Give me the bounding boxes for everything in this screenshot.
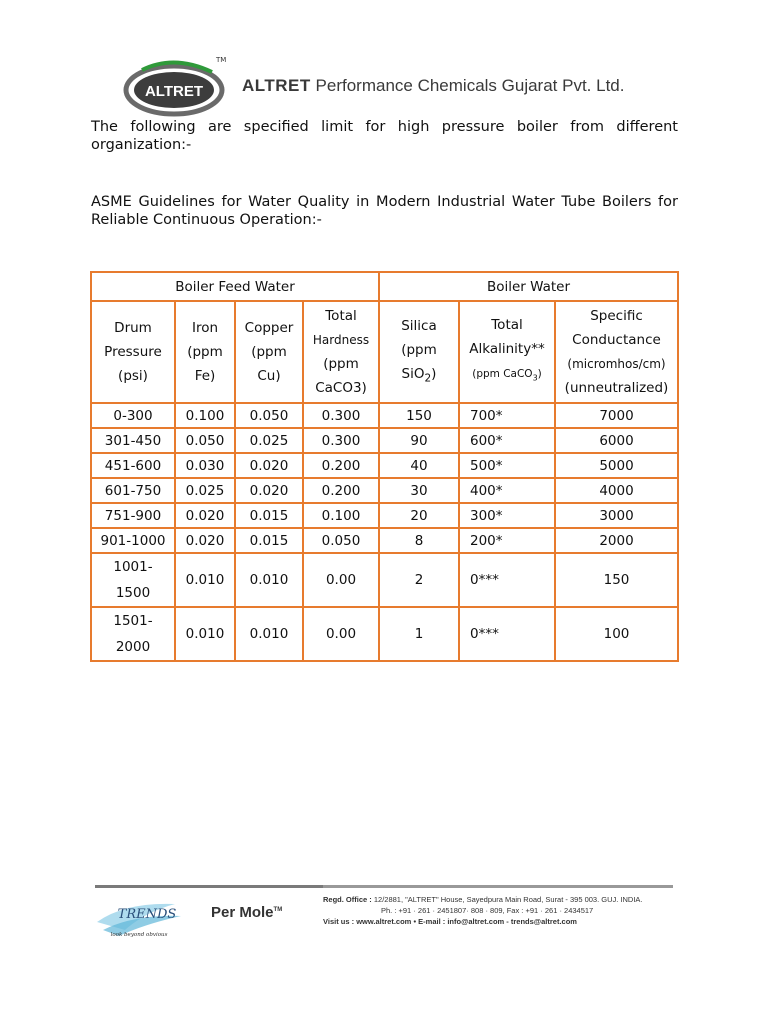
- cell-alkalinity: 300*: [459, 503, 555, 528]
- cell-conductance: 100: [555, 607, 678, 661]
- cell-silica: 30: [379, 478, 459, 503]
- cell-iron: 0.020: [175, 503, 235, 528]
- group-boiler-feed-water: Boiler Feed Water: [91, 272, 379, 301]
- footer: [95, 880, 675, 940]
- col-silica: Silica (ppm SiO$_2$): [379, 301, 459, 403]
- company-rest: Performance Chemicals Gujarat Pvt. Ltd.: [315, 76, 625, 95]
- cell-alkalinity: 200*: [459, 528, 555, 553]
- office-address: Regd. Office : 12/2881, "ALTRET" House, Sayedpura Main Road, Surat - 395 003. GUJ. INDIA. Ph. : +91 · 261 · 2451807· 808 · 809, Fax : +91 · 261 · 2434517 Visit us : www.altret.com • E-mail : info@altret.com - trends@altret.com: [323, 895, 643, 926]
- cell-pressure: 0-300: [91, 403, 175, 428]
- cell-pressure: 451-600: [91, 453, 175, 478]
- cell-conductance: 4000: [555, 478, 678, 503]
- cell-silica: 1: [379, 607, 459, 661]
- cell-hardness: 0.200: [303, 453, 379, 478]
- company-brand: ALTRET: [242, 76, 311, 95]
- cell-alkalinity: 500*: [459, 453, 555, 478]
- cell-copper: 0.010: [235, 553, 303, 607]
- water-quality-table: [90, 271, 679, 662]
- cell-alkalinity: 700*: [459, 403, 555, 428]
- cell-conductance: 5000: [555, 453, 678, 478]
- cell-conductance: 6000: [555, 428, 678, 453]
- cell-pressure: 1501- 2000: [91, 607, 175, 661]
- col-drum-pressure: Drum Pressure (psi): [91, 301, 175, 403]
- cell-hardness: 0.300: [303, 428, 379, 453]
- section-heading: ASME Guidelines for Water Quality in Modern Industrial Water Tube Boilers for Reliable Continuous Operation:-: [91, 194, 678, 228]
- group-boiler-water: Boiler Water: [379, 272, 678, 301]
- table-row: [91, 403, 678, 428]
- cell-silica: 40: [379, 453, 459, 478]
- trademark: TM: [216, 56, 227, 64]
- col-total-alkalinity: Total Alkalinity** (ppm CaCO$_3$): [459, 301, 555, 403]
- cell-hardness: 0.00: [303, 607, 379, 661]
- table-row: [91, 428, 678, 453]
- table-row: [91, 528, 678, 553]
- cell-copper: 0.015: [235, 528, 303, 553]
- cell-hardness: 0.050: [303, 528, 379, 553]
- cell-iron: 0.010: [175, 607, 235, 661]
- cell-silica: 8: [379, 528, 459, 553]
- cell-copper: 0.025: [235, 428, 303, 453]
- cell-hardness: 0.00: [303, 553, 379, 607]
- cell-iron: 0.025: [175, 478, 235, 503]
- cell-alkalinity: 0***: [459, 607, 555, 661]
- footer-divider-right: [323, 885, 673, 888]
- cell-alkalinity: 600*: [459, 428, 555, 453]
- cell-silica: 20: [379, 503, 459, 528]
- cell-silica: 2: [379, 553, 459, 607]
- cell-pressure: 301-450: [91, 428, 175, 453]
- intro-paragraph: The following are specified limit for high pressure boiler from different organization:-: [91, 119, 678, 153]
- trends-tagline: look beyond obvious: [110, 932, 168, 938]
- table-row: [91, 503, 678, 528]
- altret-logo: [120, 56, 228, 118]
- cell-copper: 0.050: [235, 403, 303, 428]
- cell-iron: 0.050: [175, 428, 235, 453]
- trends-logo: [95, 896, 187, 940]
- col-total-hardness: Total Hardness (ppm CaCO3): [303, 301, 379, 403]
- cell-iron: 0.020: [175, 528, 235, 553]
- cell-alkalinity: 400*: [459, 478, 555, 503]
- cell-copper: 0.015: [235, 503, 303, 528]
- cell-conductance: 3000: [555, 503, 678, 528]
- cell-conductance: 2000: [555, 528, 678, 553]
- col-specific-conductance: Specific Conductance (micromhos/cm) (unneutralized): [555, 301, 678, 403]
- cell-pressure: 901-1000: [91, 528, 175, 553]
- table-row: [91, 478, 678, 503]
- cell-copper: 0.020: [235, 478, 303, 503]
- cell-pressure: 1001- 1500: [91, 553, 175, 607]
- cell-hardness: 0.200: [303, 478, 379, 503]
- table-row: [91, 553, 678, 607]
- col-iron: Iron (ppm Fe): [175, 301, 235, 403]
- cell-pressure: 751-900: [91, 503, 175, 528]
- footer-divider-left: [95, 885, 323, 888]
- table-row: [91, 453, 678, 478]
- cell-alkalinity: 0***: [459, 553, 555, 607]
- logo-text: ALTRET: [144, 83, 204, 100]
- cell-pressure: 601-750: [91, 478, 175, 503]
- trends-text: TRENDS: [117, 907, 177, 922]
- cell-conductance: 150: [555, 553, 678, 607]
- per-mole-brand: Per Mole™: [211, 904, 283, 921]
- cell-copper: 0.020: [235, 453, 303, 478]
- col-copper: Copper (ppm Cu): [235, 301, 303, 403]
- cell-iron: 0.030: [175, 453, 235, 478]
- cell-hardness: 0.300: [303, 403, 379, 428]
- cell-copper: 0.010: [235, 607, 303, 661]
- company-name: [242, 76, 625, 96]
- cell-silica: 90: [379, 428, 459, 453]
- cell-iron: 0.010: [175, 553, 235, 607]
- table-row: [91, 607, 678, 661]
- cell-silica: 150: [379, 403, 459, 428]
- cell-iron: 0.100: [175, 403, 235, 428]
- cell-conductance: 7000: [555, 403, 678, 428]
- cell-hardness: 0.100: [303, 503, 379, 528]
